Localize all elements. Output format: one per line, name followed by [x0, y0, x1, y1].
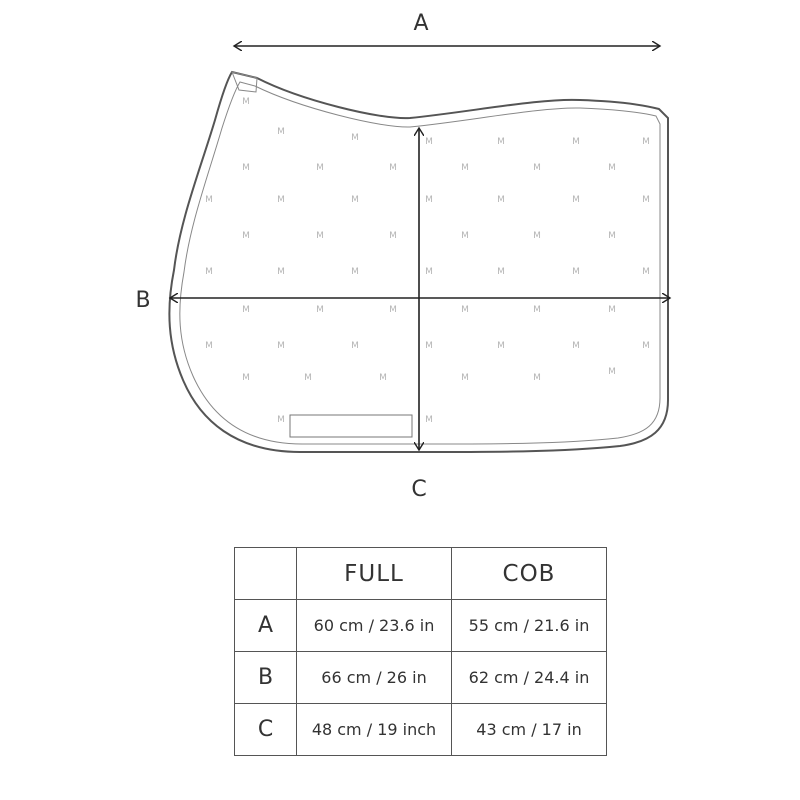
monogram-motif: M [497, 341, 505, 351]
monogram-motif: M [461, 305, 469, 315]
monogram-motif: M [242, 373, 250, 383]
size-row-label: C [235, 704, 297, 756]
monogram-motif: M [461, 163, 469, 173]
monogram-motif: M [425, 195, 433, 205]
monogram-motif: M [205, 195, 213, 205]
monogram-motif: M [642, 137, 650, 147]
monogram-motif: M [642, 195, 650, 205]
monogram-motif: M [205, 341, 213, 351]
brand-label-patch [290, 415, 412, 437]
monogram-motif: M [351, 195, 359, 205]
monogram-motif: M [304, 373, 312, 383]
monogram-motif: M [277, 127, 285, 137]
monogram-motif: M [277, 267, 285, 277]
monogram-motif: M [277, 341, 285, 351]
monogram-motif: M [608, 231, 616, 241]
size-full-value: 60 cm / 23.6 in [297, 600, 452, 652]
size-full-value: 66 cm / 26 in [297, 652, 452, 704]
monogram-motif: M [533, 231, 541, 241]
size-full-value: 48 cm / 19 inch [297, 704, 452, 756]
table-row [235, 652, 607, 704]
monogram-motif: M [497, 267, 505, 277]
monogram-motif: M [425, 137, 433, 147]
monogram-motif: M [351, 341, 359, 351]
monogram-motif: M [642, 267, 650, 277]
monogram-motif: M [572, 195, 580, 205]
table-row [235, 600, 607, 652]
monogram-motif: M [205, 267, 213, 277]
monogram-motif: M [389, 231, 397, 241]
monogram-motif: M [497, 137, 505, 147]
monogram-motif: M [389, 305, 397, 315]
monogram-motif: M [316, 163, 324, 173]
monogram-motif: M [277, 195, 285, 205]
monogram-motif: M [242, 231, 250, 241]
size-row-label: B [235, 652, 297, 704]
monogram-motif: M [316, 231, 324, 241]
size-table-header-row [235, 548, 607, 600]
monogram-motif: M [572, 137, 580, 147]
monogram-motif: M [351, 133, 359, 143]
monogram-motif: M [461, 373, 469, 383]
monogram-motif: M [572, 341, 580, 351]
size-table-header-cob: COB [452, 548, 607, 600]
monogram-motif: M [425, 267, 433, 277]
monogram-motif: M [242, 305, 250, 315]
monogram-motif: M [608, 367, 616, 377]
size-cob-value: 43 cm / 17 in [452, 704, 607, 756]
size-cob-value: 62 cm / 24.4 in [452, 652, 607, 704]
monogram-motif: M [351, 267, 359, 277]
monogram-motif: M [461, 231, 469, 241]
monogram-motif: M [379, 373, 387, 383]
monogram-motif: M [425, 415, 433, 425]
monogram-motif: M [242, 163, 250, 173]
monogram-motif: M [533, 163, 541, 173]
monogram-motif: M [277, 415, 285, 425]
dimension-a-label: A [413, 11, 429, 36]
dimension-b-label: B [135, 288, 151, 313]
monogram-motif: M [497, 195, 505, 205]
size-cob-value: 55 cm / 21.6 in [452, 600, 607, 652]
size-row-label: A [235, 600, 297, 652]
monogram-motif: M [533, 305, 541, 315]
monogram-motif: M [533, 373, 541, 383]
dimension-c-label: C [411, 477, 427, 502]
monogram-motif: M [316, 305, 324, 315]
size-table [234, 547, 607, 756]
monogram-motif: M [642, 341, 650, 351]
monogram-motif: M [425, 341, 433, 351]
monogram-motif: M [608, 163, 616, 173]
size-table-corner-cell [235, 548, 297, 600]
monogram-motif: M [572, 267, 580, 277]
size-table-header-full: FULL [297, 548, 452, 600]
monogram-motif: M [608, 305, 616, 315]
monogram-motif: M [389, 163, 397, 173]
monogram-motif: M [242, 97, 250, 107]
table-row [235, 704, 607, 756]
